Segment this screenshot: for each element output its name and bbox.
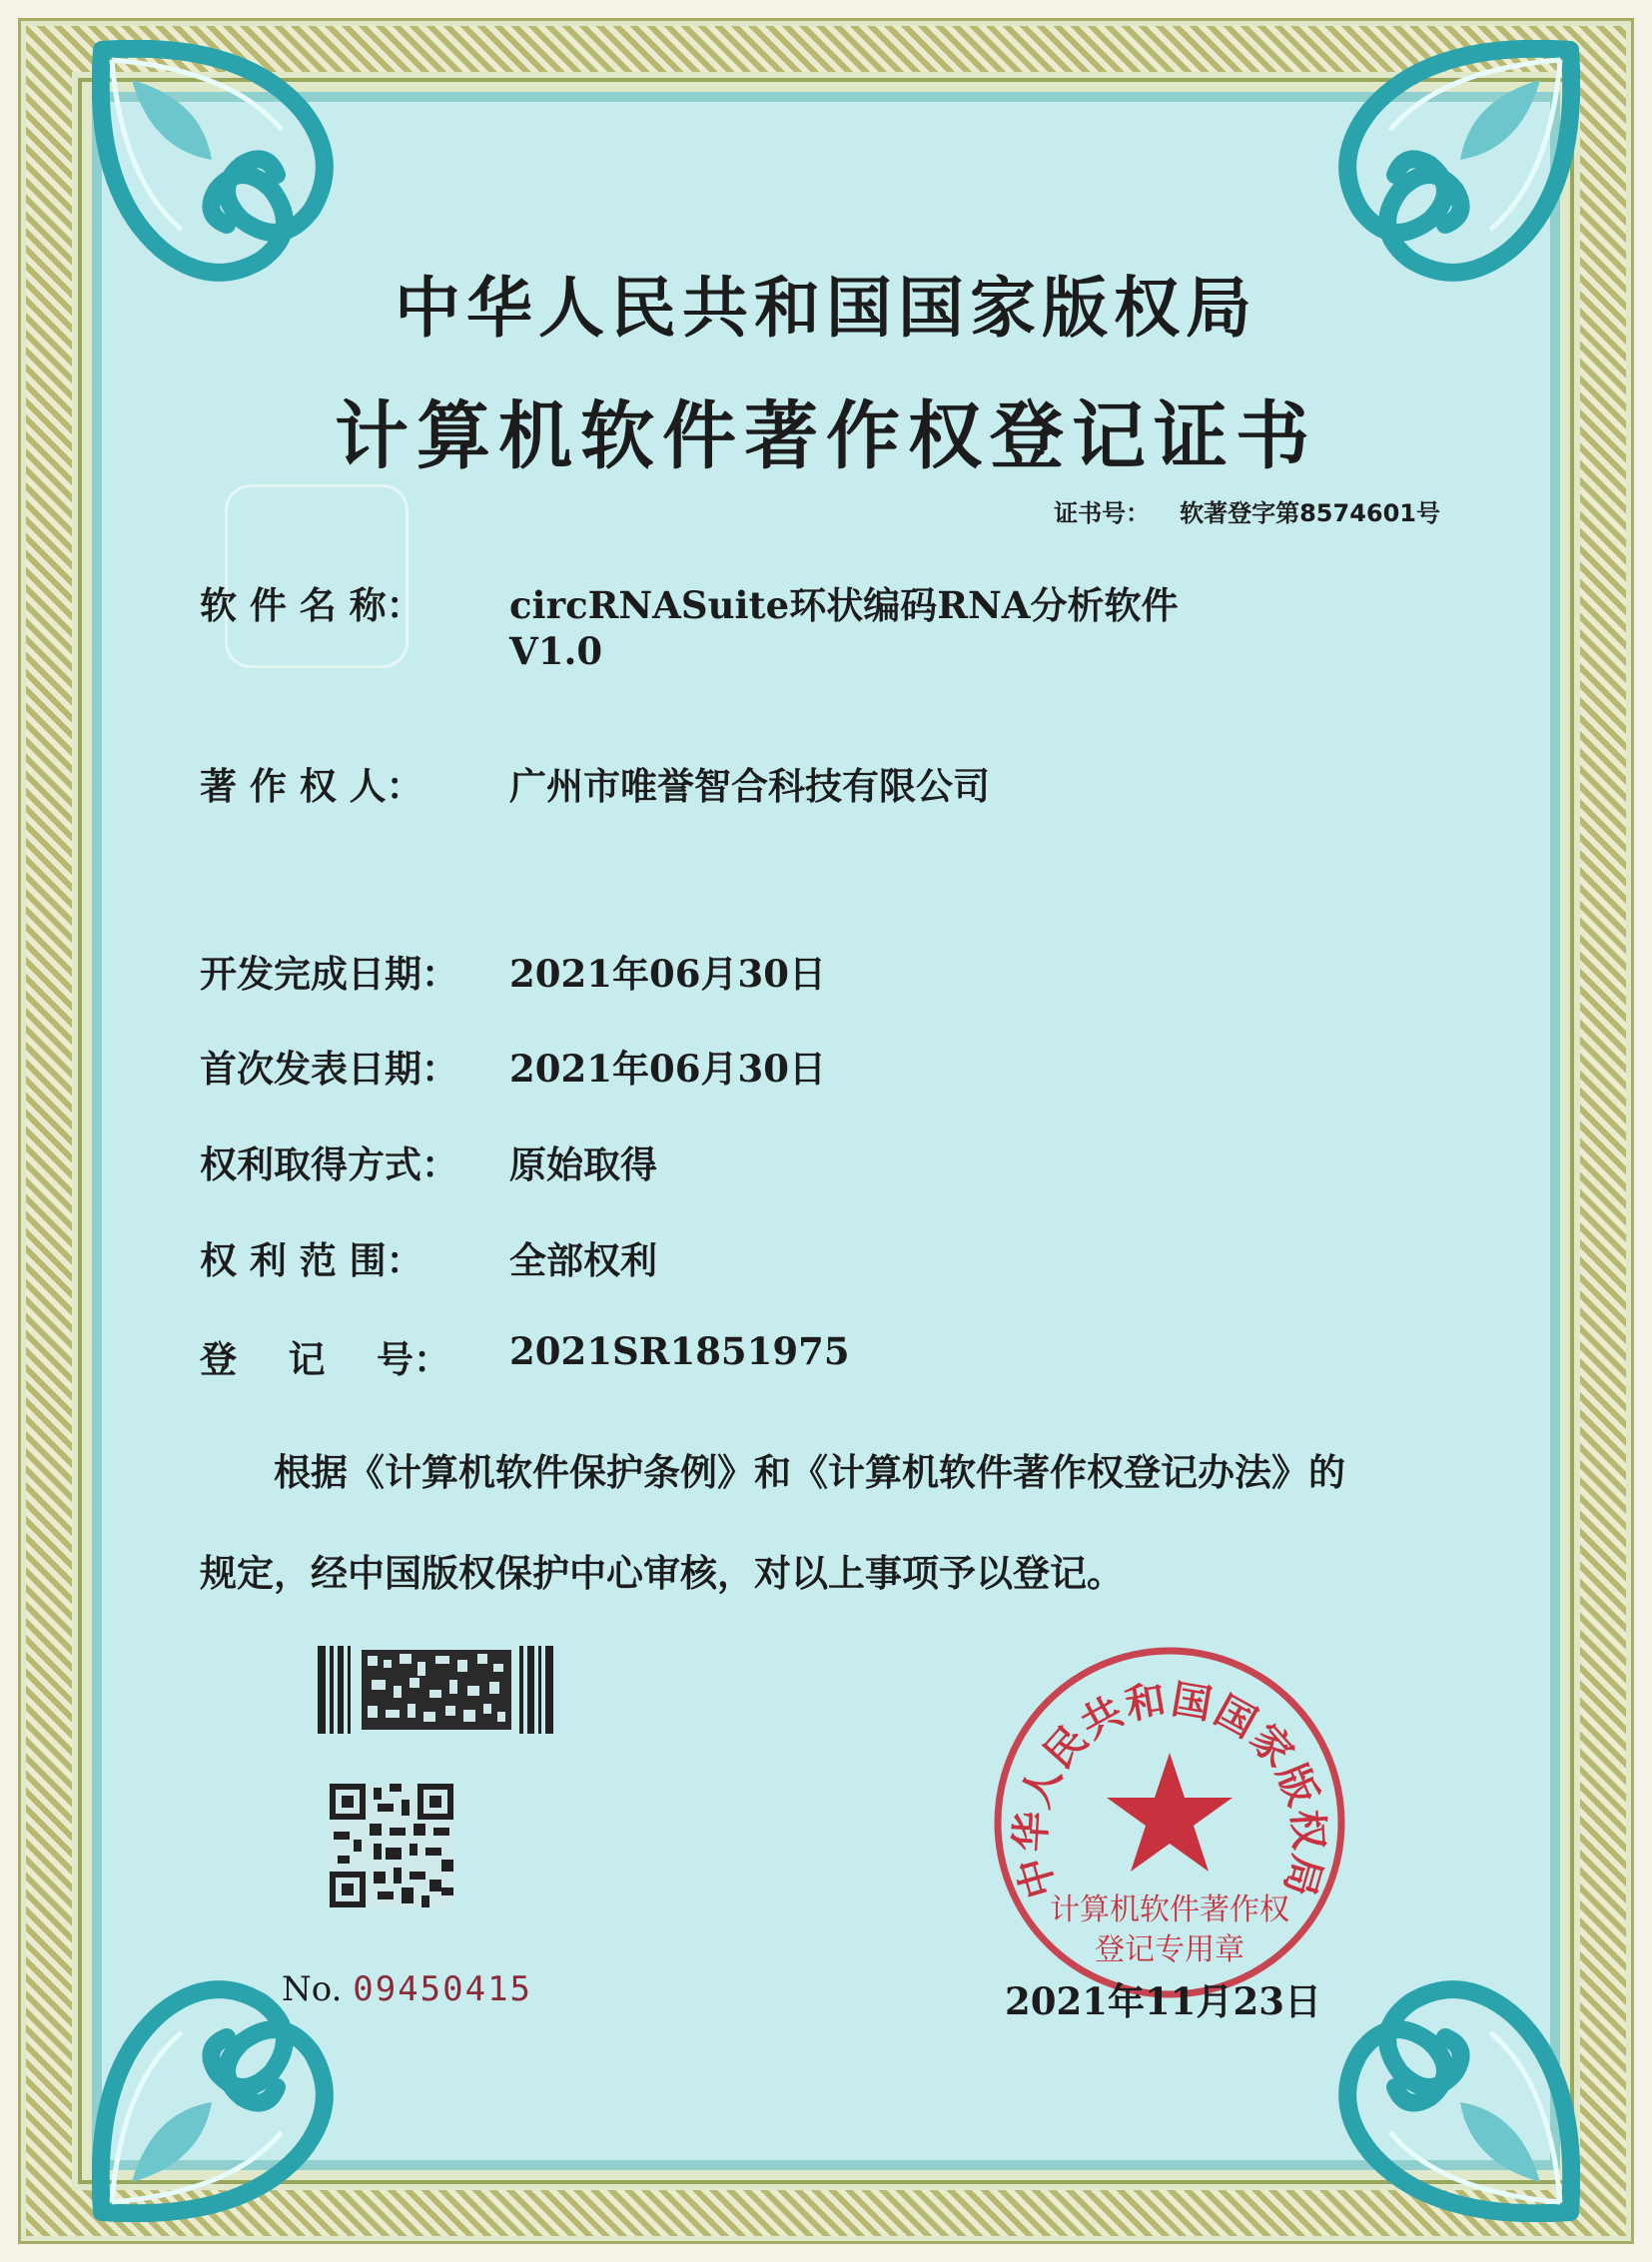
field-rights-scope xyxy=(200,1230,657,1284)
corner-ornament-icon xyxy=(92,1922,392,2222)
field-software-name xyxy=(200,575,1178,673)
legal-statement-line2: 规定，经中国版权保护中心审核，对以上事项予以登记。 xyxy=(200,1551,1124,1595)
seal-inner-line2: 登记专用章 xyxy=(1095,1932,1244,1967)
field-label: 登 记 号： xyxy=(200,1337,451,1381)
field-label: 软 件 名 称： xyxy=(200,583,423,627)
field-value: 广州市唯誉智合科技有限公司 xyxy=(509,764,990,808)
field-label: 权利取得方式： xyxy=(200,1142,458,1186)
issue-date: 2021年11月23日 xyxy=(1005,1979,1321,2023)
field-value xyxy=(509,575,1178,673)
field-label: 著 作 权 人： xyxy=(200,764,423,808)
certificate-number xyxy=(1054,493,1440,528)
barcode-icon xyxy=(318,1646,557,1734)
field-value: 2021SR1851975 xyxy=(509,1329,850,1373)
field-copyright-owner xyxy=(200,756,990,810)
field-registration-number xyxy=(200,1329,850,1383)
field-value: 原始取得 xyxy=(509,1142,657,1186)
seal-ring-text: 中华人民共和国国家版权局 xyxy=(1008,1676,1331,1903)
field-publish-date xyxy=(200,1039,826,1093)
field-value: 2021年06月30日 xyxy=(509,952,826,996)
field-value: 全部权利 xyxy=(509,1238,657,1282)
software-name-line1: circRNASuite环状编码RNA分析软件 xyxy=(509,583,1179,627)
legal-statement-line1: 根据《计算机软件保护条例》和《计算机软件著作权登记办法》的 xyxy=(274,1450,1345,1494)
official-seal-icon xyxy=(985,1638,1354,2007)
field-label: 首次发表日期： xyxy=(200,1047,458,1091)
certificate-number-value: 软著登字第8574601号 xyxy=(1180,499,1440,527)
certificate-number-label: 证书号： xyxy=(1054,499,1151,527)
software-name-line2: V1.0 xyxy=(509,629,603,673)
serial-number-label: No. xyxy=(282,1969,343,2009)
issuer-title: 中华人民共和国国家版权局 xyxy=(395,270,1257,347)
qr-code-icon xyxy=(330,1784,453,1907)
field-label: 权 利 范 围： xyxy=(200,1238,423,1282)
field-label: 开发完成日期： xyxy=(200,952,458,996)
field-value: 2021年06月30日 xyxy=(509,1047,826,1091)
field-acquisition-method xyxy=(200,1134,657,1188)
seal-inner-line1: 计算机软件著作权 xyxy=(1050,1892,1289,1927)
serial-number-value: 09450415 xyxy=(353,1969,533,2009)
certificate-title: 计算机软件著作权登记证书 xyxy=(335,393,1317,479)
field-completion-date xyxy=(200,944,826,998)
serial-number xyxy=(282,1969,532,2009)
